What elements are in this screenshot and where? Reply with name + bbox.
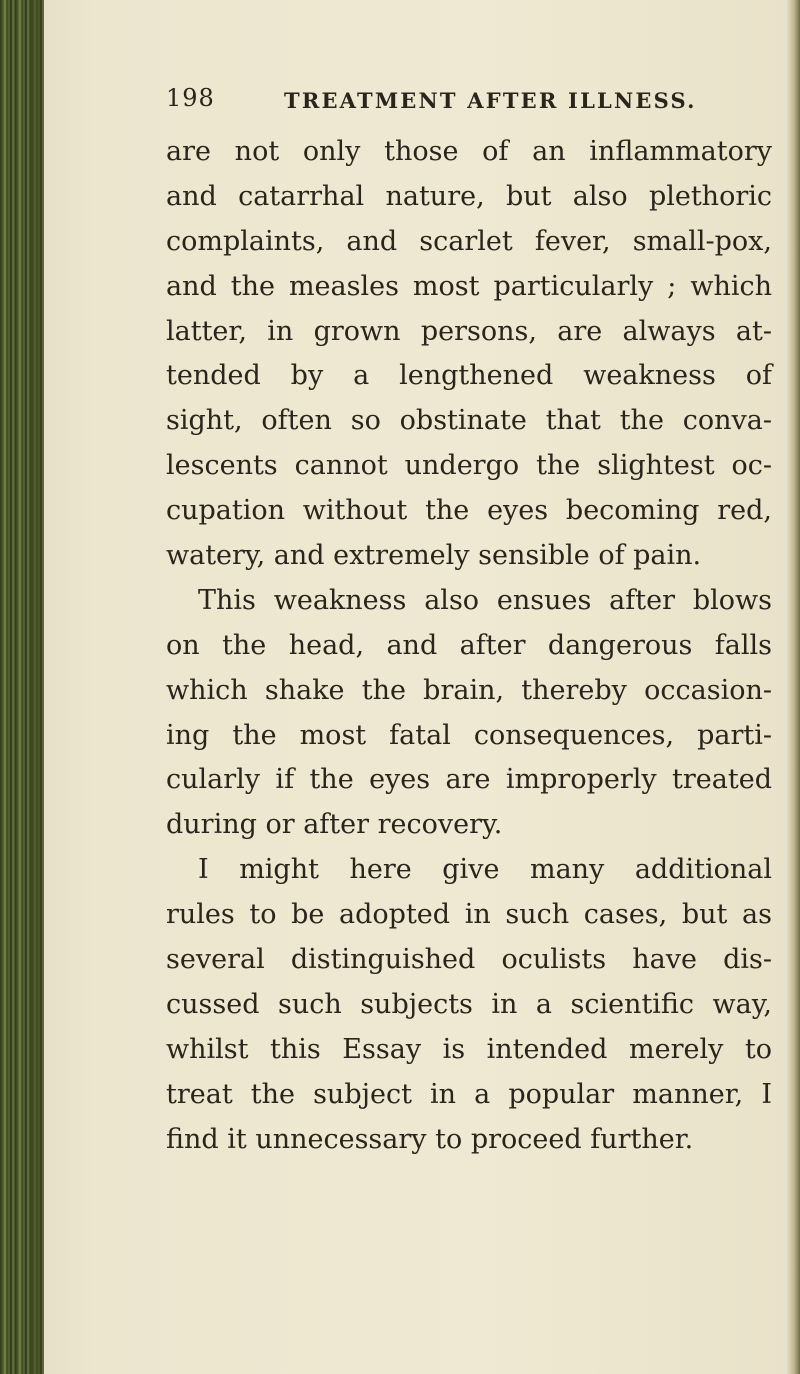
text-line: rules to be adopted in such cases, but as	[166, 899, 772, 931]
text-line: are not only those of an inflammatory	[166, 136, 772, 167]
text-line: tended by a lengthened weakness of	[166, 360, 772, 392]
body-text	[166, 130, 772, 1162]
page-number: 198	[166, 84, 215, 112]
book-binding	[0, 0, 44, 1374]
page-edge	[786, 0, 800, 1374]
paragraph-start-line: This weakness also ensues after blows	[198, 584, 772, 616]
text-line: latter, in grown persons, are always at-	[166, 315, 772, 347]
text-line: treat the subject in a popular manner, I	[166, 1078, 772, 1110]
text-line: on the head, and after dangerous falls	[166, 629, 772, 661]
text-line: several distinguished oculists have dis-	[166, 944, 772, 976]
paragraph-start-line: I might here give many additional	[198, 854, 772, 886]
running-head: TREATMENT AFTER ILLNESS.	[284, 88, 697, 113]
text-line: sight, often so obstinate that the conva-	[166, 405, 772, 437]
text-line: which shake the brain, thereby occasion-	[166, 674, 772, 706]
text-line: lescents cannot undergo the slightest oc-	[166, 450, 772, 482]
paragraph-end-line: find it unnecessary to proceed further.	[166, 1123, 694, 1155]
text-line: and catarrhal nature, but also plethoric	[166, 180, 772, 212]
paragraph-end-line: during or after recovery.	[166, 809, 503, 841]
text-line: cupation without the eyes becoming red,	[166, 495, 772, 527]
text-line: complaints, and scarlet fever, small-pox,	[166, 225, 772, 257]
text-line: ing the most fatal consequences, parti-	[166, 719, 772, 751]
text-line: whilst this Essay is intended merely to	[166, 1033, 772, 1065]
page-header	[166, 84, 766, 124]
text-line: and the measles most particularly ; which	[166, 270, 772, 302]
text-line: cularly if the eyes are improperly treated	[166, 764, 772, 796]
paragraph-end-line: watery, and extremely sensible of pain.	[166, 540, 702, 572]
text-line: cussed such subjects in a scientific way,	[166, 988, 772, 1020]
